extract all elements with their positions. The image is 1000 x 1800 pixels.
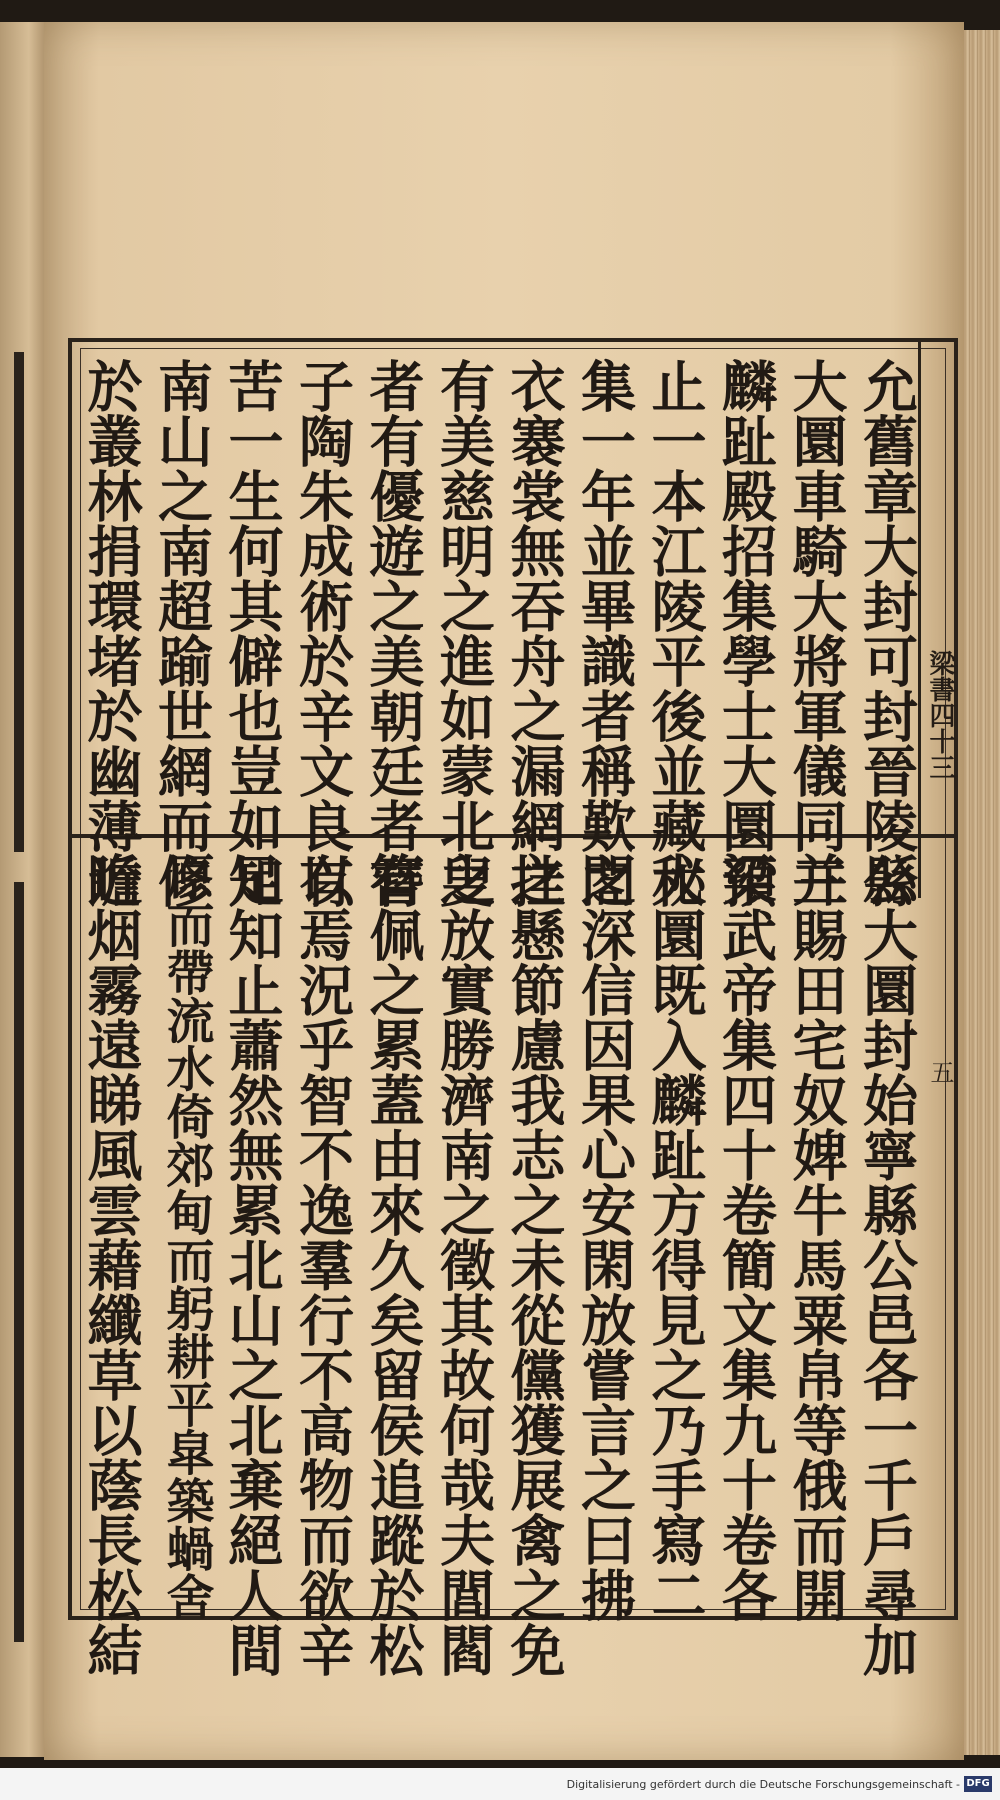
lower-column-5: 閣深信因果心安閑放嘗言之曰拂 [572, 852, 637, 1622]
left-page-edge [0, 22, 48, 1757]
lower-column-11: 原而帶流水倚郊甸而躬耕平皐築蝸舍 [158, 852, 214, 1620]
upper-column-1: 允舊章大封可封晉陵縣 [854, 358, 919, 908]
upper-column-7: 有美慈明之進如蒙北叟 [431, 358, 496, 908]
lower-column-7: 之放實勝濟南之徵其故何哉夫閭閻 [431, 852, 496, 1677]
lower-column-3: 梁武帝集四十卷簡文集九十卷各 [713, 852, 778, 1622]
upper-column-5: 集一年並畢識者稱歎之 [572, 358, 637, 908]
lower-column-12: 瞻烟霧遠睇風雲藉纖草以蔭長松結 [78, 852, 144, 1677]
upper-column-12: 於叢林捐環堵於幽薄近 [78, 358, 144, 908]
upper-column-8: 者有優遊之美朝廷者有 [360, 358, 426, 908]
left-page-rule-upper [14, 352, 24, 852]
upper-column-10: 苦一生何其僻也豈如知 [219, 358, 285, 908]
lower-column-8: 簪佩之累蓋由來久矣留侯追蹤於松 [360, 852, 426, 1677]
upper-column-2: 大圜車騎大將軍儀同三 [783, 358, 849, 908]
dfg-logo: DFG [964, 1776, 992, 1792]
lower-column-1: 公大圜封始寧縣公邑各一千戶尋加 [854, 852, 919, 1677]
upper-column-9: 子陶朱成術於辛文良有 [290, 358, 355, 908]
lower-column-9: 以焉況乎智不逸羣行不高物而欲辛 [290, 852, 355, 1677]
fold-page-number: 五 [926, 1060, 954, 1084]
lower-column-4: 大圜既入麟趾方得見之乃手寫二 [642, 852, 708, 1622]
upper-column-6: 衣褰裳無吞舟之漏網挂 [501, 358, 567, 908]
footer-credit: Digitalisierung gefördert durch die Deutsche Forschungsgemeinschaft - [566, 1778, 960, 1791]
left-page-rule-lower [14, 882, 24, 1642]
lower-column-6: 之懸節慮我志之未從儻獲展禽之免 [501, 852, 567, 1677]
fold-margin [918, 338, 961, 898]
upper-column-11: 南山之南超踰世網而修 [149, 358, 214, 908]
upper-column-4: 止一本江陵平後並藏秘 [642, 358, 708, 908]
page-stack-edges [962, 30, 1000, 1755]
lower-column-2: 并賜田宅奴婢牛馬粟帛等俄而開 [783, 852, 849, 1622]
lower-column-10: 足知止蕭然無累北山之北棄絕人間 [219, 852, 285, 1677]
upper-column-3: 麟趾殿招集學士大圜預 [713, 358, 778, 908]
fold-title: 梁書四十三 [925, 650, 955, 780]
